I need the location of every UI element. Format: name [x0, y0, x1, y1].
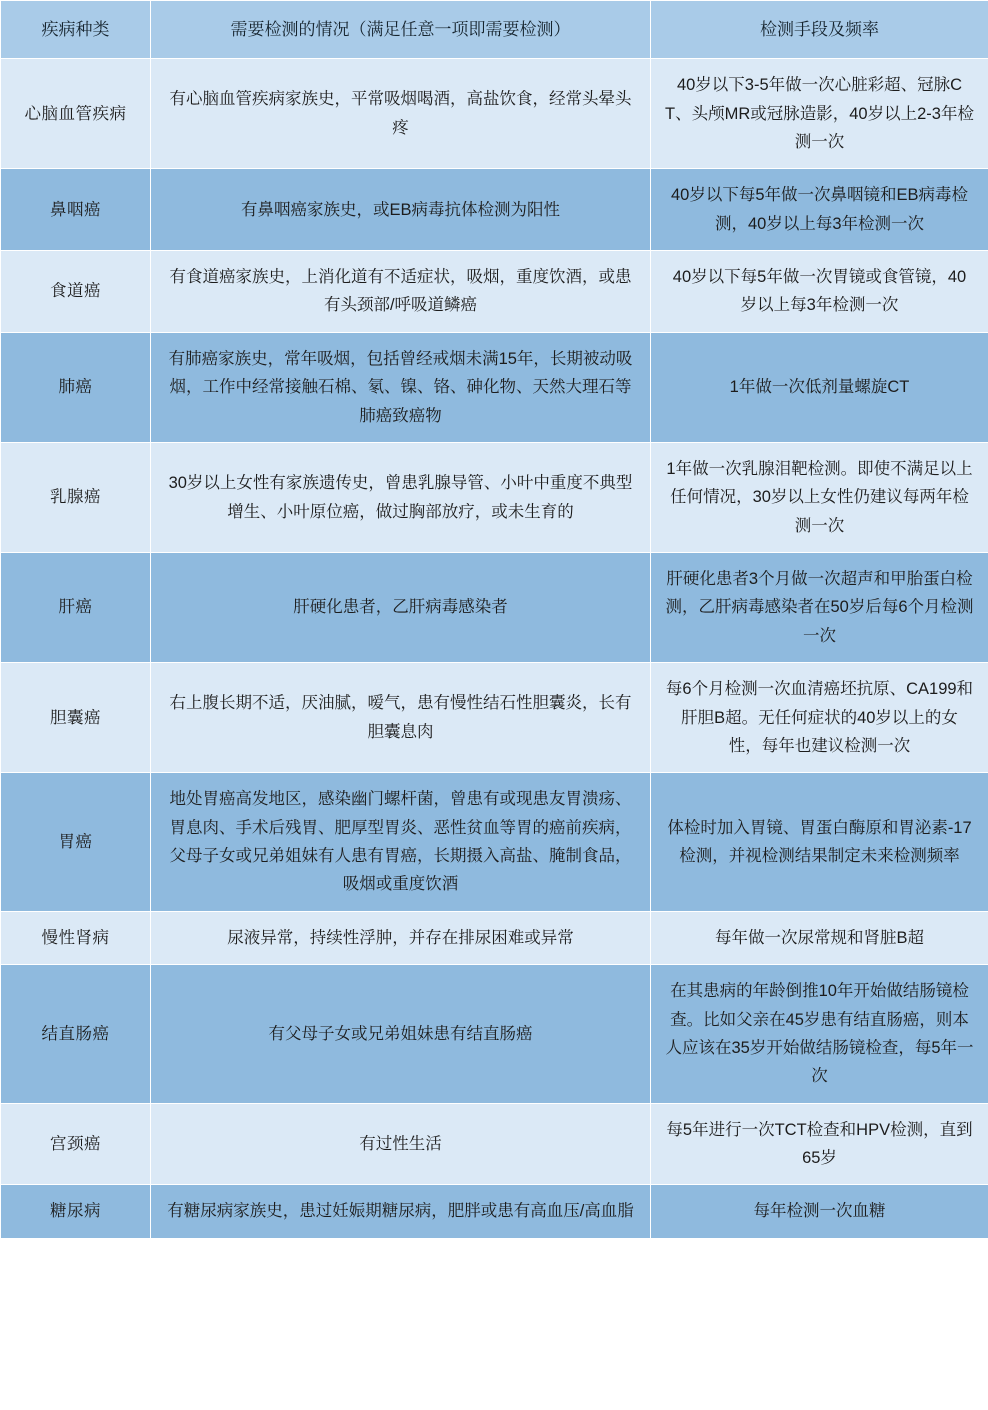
cell-disease: 结直肠癌 — [1, 965, 151, 1104]
header-cell-condition: 需要检测的情况（满足任意一项即需要检测） — [151, 1, 651, 59]
table-row — [1, 442, 988, 552]
table-row — [1, 169, 988, 251]
cell-disease: 鼻咽癌 — [1, 169, 151, 251]
cell-condition: 有食道癌家族史，上消化道有不适症状，吸烟，重度饮酒，或患有头颈部/呼吸道鳞癌 — [151, 251, 651, 333]
header-cell-method: 检测手段及频率 — [651, 1, 988, 59]
cell-condition: 右上腹长期不适，厌油腻，嗳气，患有慢性结石性胆囊炎，长有胆囊息肉 — [151, 663, 651, 773]
cell-method: 40岁以下每5年做一次胃镜或食管镜，40岁以上每3年检测一次 — [651, 251, 988, 333]
cell-condition: 肝硬化患者，乙肝病毒感染者 — [151, 553, 651, 663]
cell-disease: 胃癌 — [1, 773, 151, 912]
table-row — [1, 1185, 988, 1238]
cell-disease: 心脑血管疾病 — [1, 59, 151, 169]
cell-condition: 有父母子女或兄弟姐妹患有结直肠癌 — [151, 965, 651, 1104]
cell-method: 肝硬化患者3个月做一次超声和甲胎蛋白检测，乙肝病毒感染者在50岁后每6个月检测一次 — [651, 553, 988, 663]
cell-method: 体检时加入胃镜、胃蛋白酶原和胃泌素-17检测，并视检测结果制定未来检测频率 — [651, 773, 988, 912]
table-row — [1, 663, 988, 773]
cell-method: 1年做一次乳腺泪靶检测。即使不满足以上任何情况，30岁以上女性仍建议每两年检测一次 — [651, 442, 988, 552]
cell-condition: 地处胃癌高发地区，感染幽门螺杆菌，曾患有或现患友胃溃疡、胃息肉、手术后残胃、肥厚型胃炎、恶性贫血等胃的癌前疾病，父母子女或兄弟姐妹有人患有胃癌，长期摄入高盐、腌制食品，吸烟或重度饮酒 — [151, 773, 651, 912]
table-row — [1, 59, 988, 169]
cell-disease: 宫颈癌 — [1, 1103, 151, 1185]
cell-disease: 肺癌 — [1, 332, 151, 442]
table-row — [1, 1103, 988, 1185]
cell-method: 40岁以下每5年做一次鼻咽镜和EB病毒检测，40岁以上每3年检测一次 — [651, 169, 988, 251]
cell-disease: 糖尿病 — [1, 1185, 151, 1238]
cell-method: 每年做一次尿常规和肾脏B超 — [651, 911, 988, 964]
cell-method: 40岁以下3-5年做一次心脏彩超、冠脉CT、头颅MR或冠脉造影，40岁以上2-3年检测一次 — [651, 59, 988, 169]
cell-disease: 食道癌 — [1, 251, 151, 333]
cell-condition: 30岁以上女性有家族遗传史，曾患乳腺导管、小叶中重度不典型增生、小叶原位癌，做过胸部放疗，或未生育的 — [151, 442, 651, 552]
table-row — [1, 965, 988, 1104]
table-body — [1, 1, 988, 1239]
cell-method: 每年检测一次血糖 — [651, 1185, 988, 1238]
cell-method: 每5年进行一次TCT检查和HPV检测，直到65岁 — [651, 1103, 988, 1185]
cell-condition: 尿液异常，持续性浮肿，并存在排尿困难或异常 — [151, 911, 651, 964]
cell-disease: 慢性肾病 — [1, 911, 151, 964]
cell-condition: 有糖尿病家族史，患过妊娠期糖尿病，肥胖或患有高血压/高血脂 — [151, 1185, 651, 1238]
cell-method: 在其患病的年龄倒推10年开始做结肠镜检查。比如父亲在45岁患有结直肠癌，则本人应该在35岁开始做结肠镜检查，每5年一次 — [651, 965, 988, 1104]
cell-disease: 胆囊癌 — [1, 663, 151, 773]
table-row — [1, 911, 988, 964]
cell-condition: 有心脑血管疾病家族史，平常吸烟喝酒，高盐饮食，经常头晕头疼 — [151, 59, 651, 169]
header-cell-disease: 疾病种类 — [1, 1, 151, 59]
cell-condition: 有过性生活 — [151, 1103, 651, 1185]
table-row — [1, 553, 988, 663]
cell-method: 每6个月检测一次血清癌坯抗原、CA199和肝胆B超。无任何症状的40岁以上的女性，每年也建议检测一次 — [651, 663, 988, 773]
table-row — [1, 773, 988, 912]
table-row — [1, 332, 988, 442]
cell-disease: 肝癌 — [1, 553, 151, 663]
cell-condition: 有鼻咽癌家族史，或EB病毒抗体检测为阳性 — [151, 169, 651, 251]
table-row — [1, 251, 988, 333]
table-header-row — [1, 1, 988, 59]
cell-condition: 有肺癌家族史，常年吸烟，包括曾经戒烟未满15年，长期被动吸烟，工作中经常接触石棉、氡、镍、铬、砷化物、天然大理石等肺癌致癌物 — [151, 332, 651, 442]
cell-disease: 乳腺癌 — [1, 442, 151, 552]
cell-method: 1年做一次低剂量螺旋CT — [651, 332, 988, 442]
